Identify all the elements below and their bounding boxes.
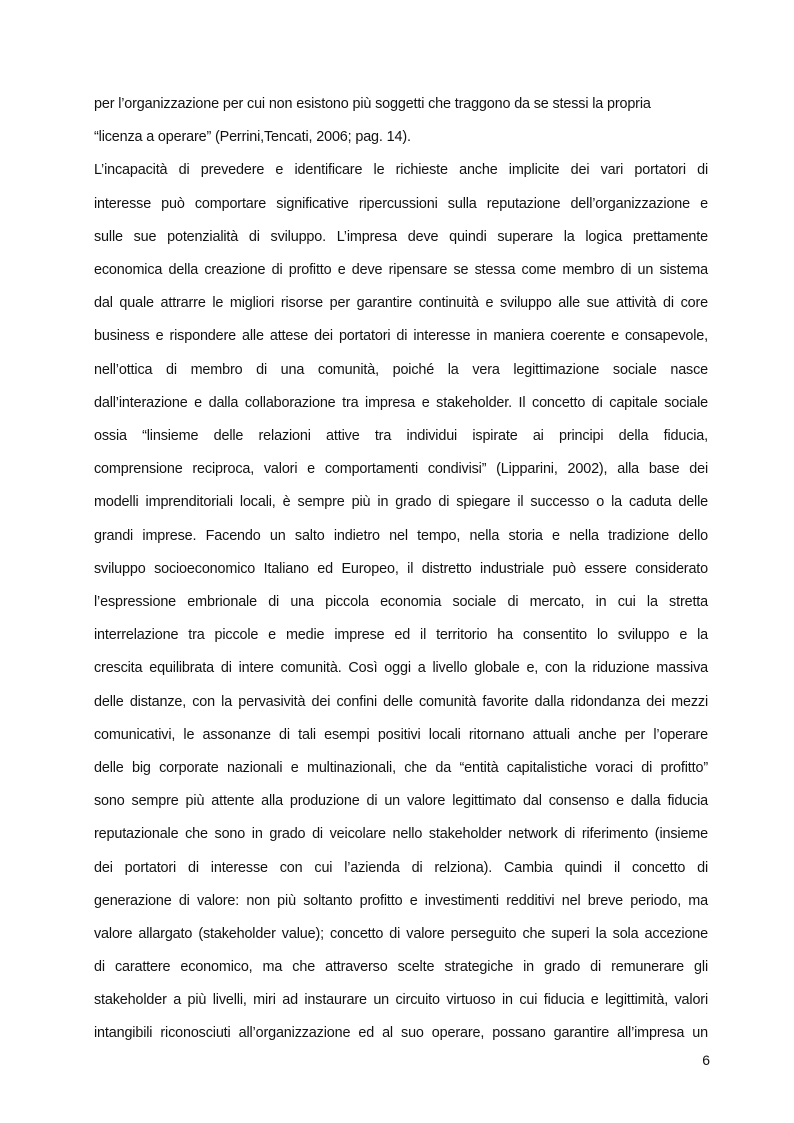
text-line: intangibili riconosciuti all’organizzazione ed al suo operare, possano garantire all’impresa un: [94, 1025, 708, 1041]
text-line: modelli imprenditoriali locali, è sempre più in grado di spiegare il successo o la caduta delle: [94, 494, 708, 510]
text-line: dall’interazione e dalla collaborazione tra impresa e stakeholder. Il concetto di capitale sociale: [94, 395, 708, 411]
text-line: generazione di valore: non più soltanto profitto e investimenti redditivi nel breve periodo, ma: [94, 893, 708, 909]
text-line: l’espressione embrionale di una piccola economia sociale di mercato, in cui la stretta: [94, 594, 708, 610]
text-line: crescita equilibrata di intere comunità. Così oggi a livello globale e, con la riduzione massiva: [94, 660, 708, 676]
text-line: per l’organizzazione per cui non esistono più soggetti che traggono da se stessi la propria: [94, 96, 651, 112]
text-line: interesse può comportare significative ripercussioni sulla reputazione dell’organizzazione e: [94, 196, 708, 212]
text-line: di carattere economico, ma che attraverso scelte strategiche in grado di remunerare gli: [94, 959, 708, 975]
text-line: comprensione reciproca, valori e comportamenti condivisi” (Lipparini, 2002), alla base dei: [94, 461, 708, 477]
text-line: business e rispondere alle attese dei portatori di interesse in maniera coerente e consapevole,: [94, 328, 708, 344]
text-line: comunicativi, le assonanze di tali esempi positivi locali ritornano attuali anche per l’operare: [94, 727, 708, 743]
text-line: sulle sue potenzialità di sviluppo. L’impresa deve quindi superare la logica prettamente: [94, 229, 708, 245]
text-line: nell’ottica di membro di una comunità, poiché la vera legittimazione sociale nasce: [94, 362, 708, 378]
text-line: delle big corporate nazionali e multinazionali, che da “entità capitalistiche voraci di profitto”: [94, 760, 708, 776]
text-line: dei portatori di interesse con cui l’azienda di relziona). Cambia quindi il concetto di: [94, 860, 708, 876]
text-line: interrelazione tra piccole e medie imprese ed il territorio ha consentito lo sviluppo e la: [94, 627, 708, 643]
text-line: grandi imprese. Facendo un salto indietro nel tempo, nella storia e nella tradizione dello: [94, 528, 708, 544]
text-line: sviluppo socioeconomico Italiano ed Europeo, il distretto industriale può essere considerato: [94, 561, 708, 577]
text-line: stakeholder a più livelli, miri ad instaurare un circuito virtuoso in cui fiducia e legittimità, valori: [94, 992, 708, 1008]
page-number: 6: [702, 1052, 710, 1068]
text-line: sono sempre più attente alla produzione di un valore legittimato dal consenso e dalla fiducia: [94, 793, 708, 809]
text-line: valore allargato (stakeholder value); concetto di valore perseguito che superi la sola accezione: [94, 926, 708, 942]
text-line: delle distanze, con la pervasività dei confini delle comunità favorite dalla ridondanza dei mezzi: [94, 694, 708, 710]
text-line: economica della creazione di profitto e deve ripensare se stessa come membro di un sistema: [94, 262, 708, 278]
text-line: “licenza a operare” (Perrini,Tencati, 2006; pag. 14).: [94, 129, 411, 145]
text-line: reputazionale che sono in grado di veicolare nello stakeholder network di riferimento (insieme: [94, 826, 708, 842]
text-line: dal quale attrarre le migliori risorse per garantire continuità e sviluppo alle sue attività di core: [94, 295, 708, 311]
text-line: ossia “linsieme delle relazioni attive tra individui ispirate ai principi della fiducia,: [94, 428, 708, 444]
text-line: L’incapacità di prevedere e identificare le richieste anche implicite dei vari portatori di: [94, 162, 708, 178]
